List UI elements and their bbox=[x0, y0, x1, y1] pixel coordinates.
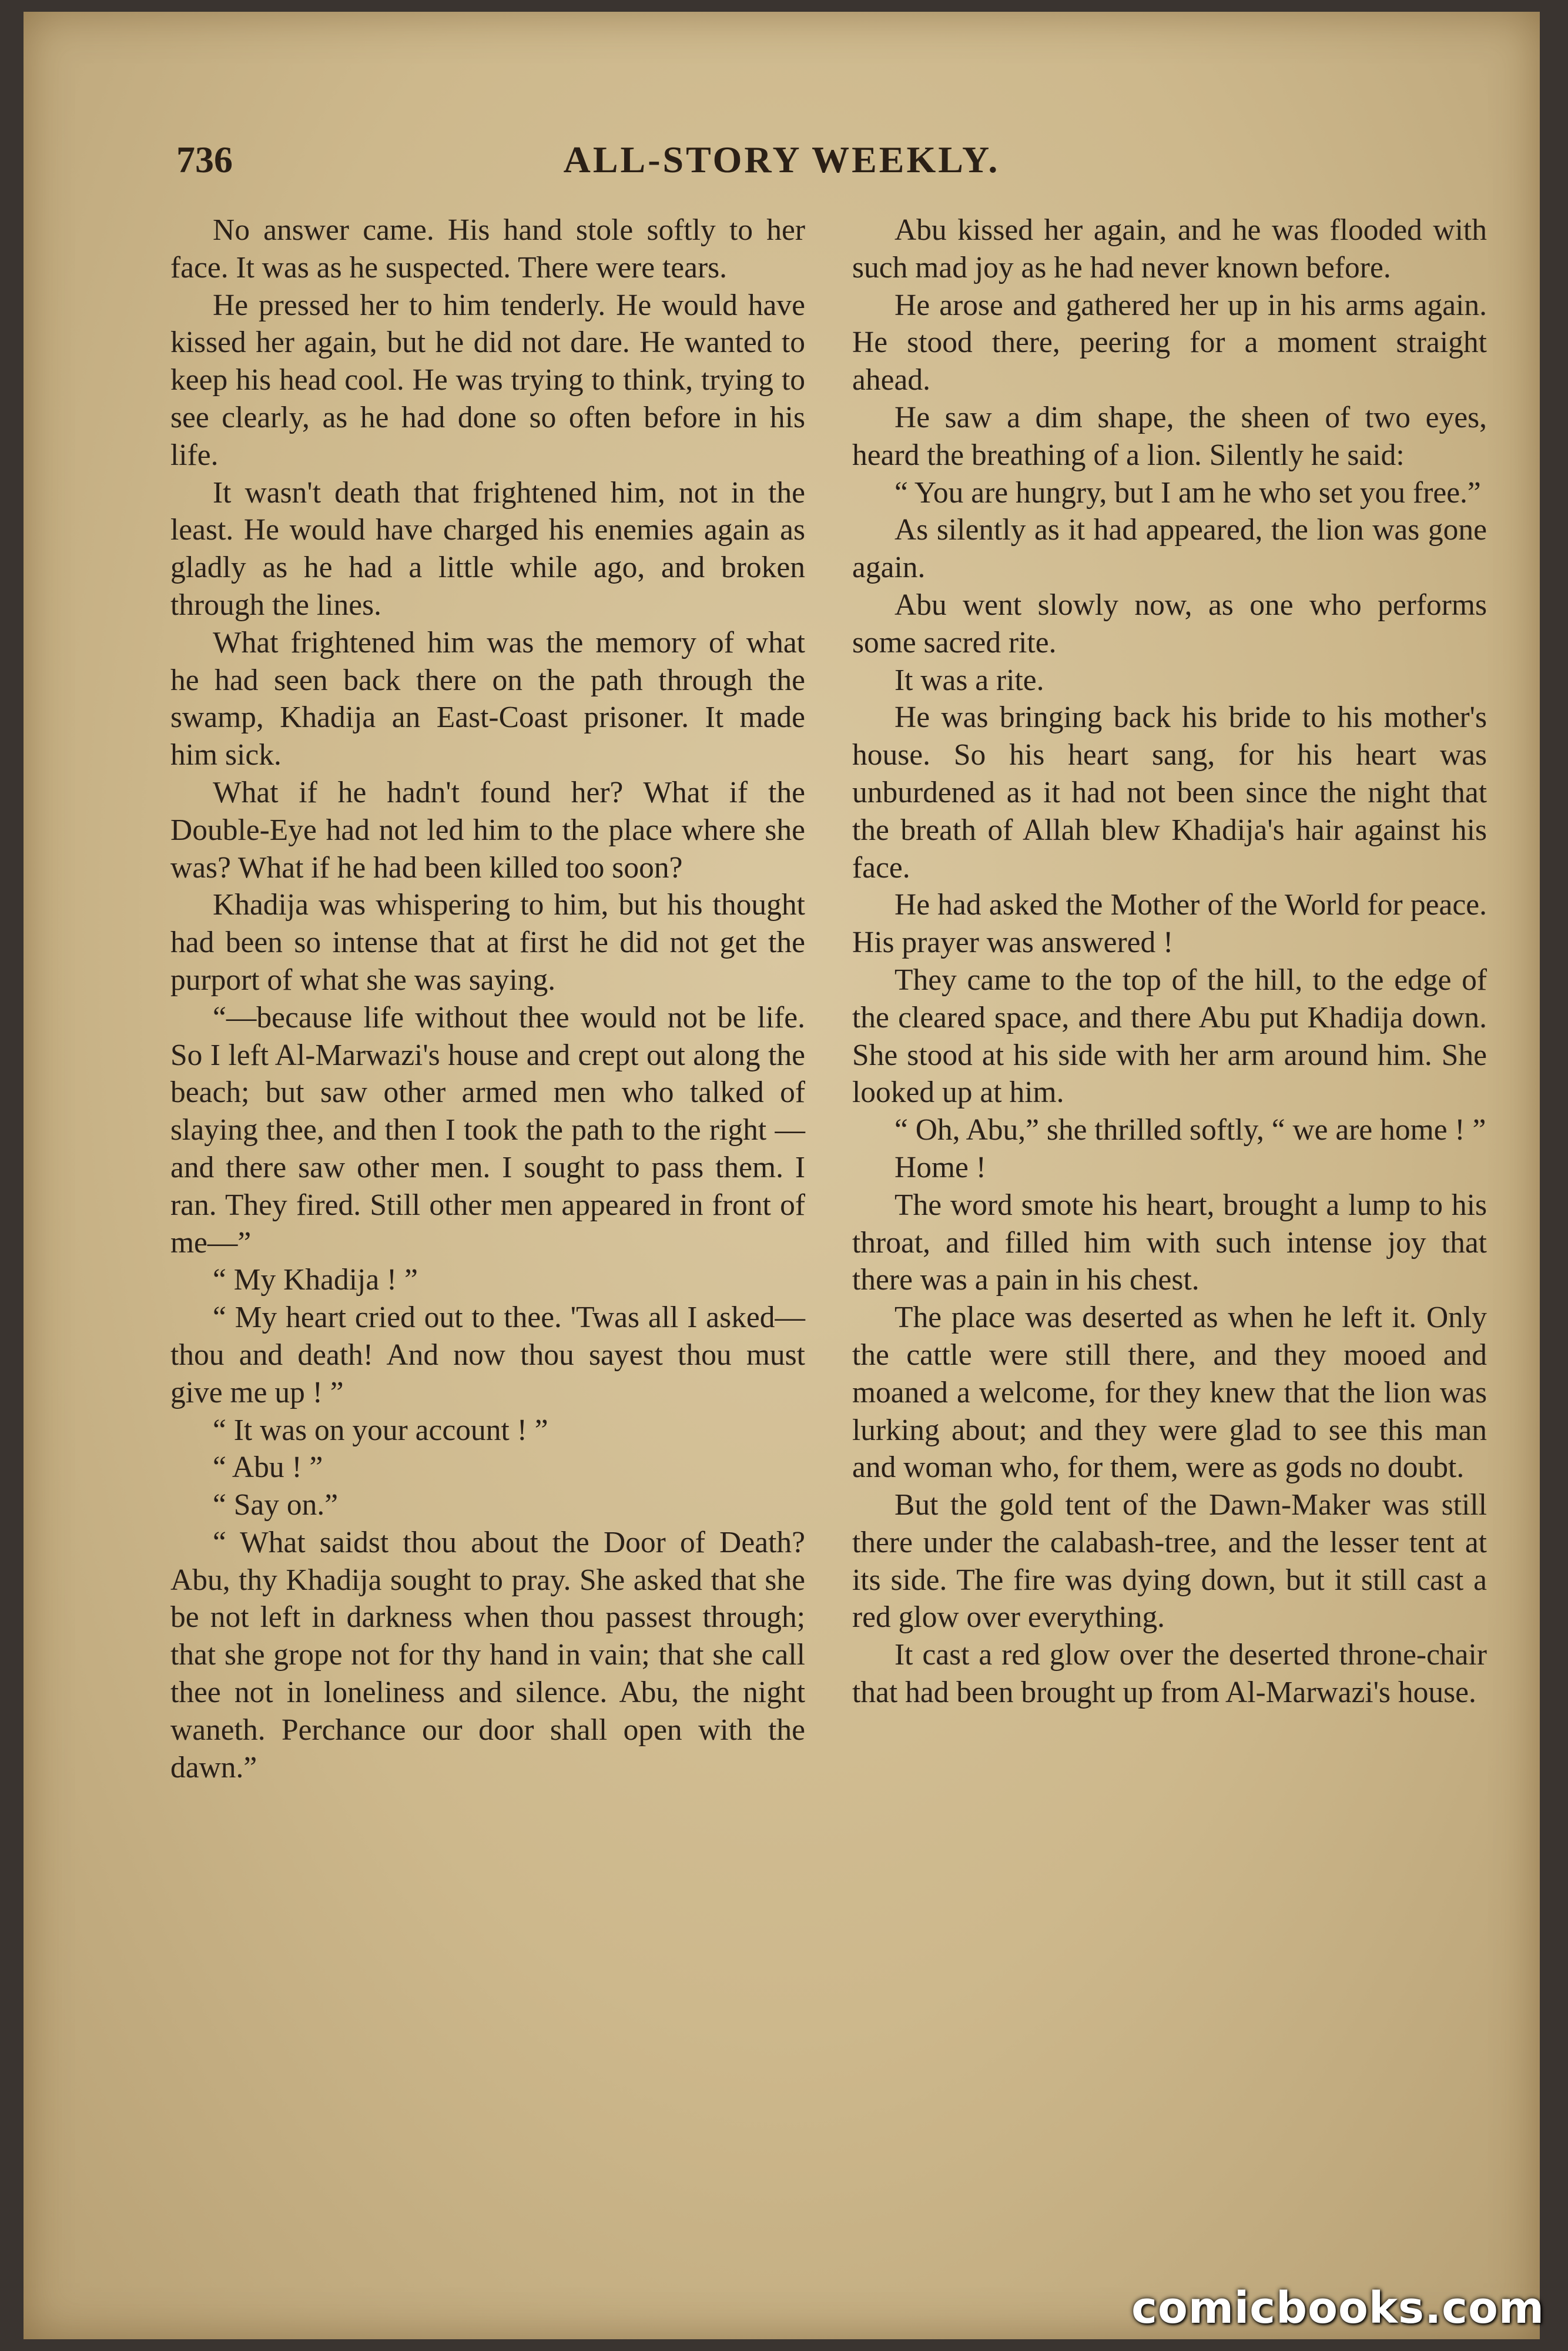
paragraph: “ It was on your account ! ” bbox=[213, 1413, 548, 1447]
paragraph: “—because life without thee would not be life. So I left Al-Marwazi's house and crept out along the beach; but saw other armed men who talked of slaying thee, and then I took the path to the right — and there saw other men. I sought to pass them. I ran. They fired. Still other men appeared in front of me—” bbox=[170, 1000, 805, 1260]
paragraph: The place was deserted as when he left it. Only the cattle were still there, and they mooed and moaned a welcome, for they knew that the lion was lurking about; and they were glad to see this man and woman who, for them, were as gods no doubt. bbox=[852, 1301, 1487, 1485]
paragraph: It was a rite. bbox=[894, 663, 1044, 697]
paragraph: Khadija was whispering to him, but his thought had been so intense that at first he did not get the purport of what she was saying. bbox=[170, 888, 805, 997]
paragraph: Abu went slowly now, as one who performs some sacred rite. bbox=[852, 588, 1487, 659]
paragraph: Abu kissed her again, and he was flooded with such mad joy as he had never known before. bbox=[852, 213, 1487, 284]
paragraph: He had asked the Mother of the World for peace. His prayer was answered ! bbox=[852, 888, 1487, 960]
watermark: comicbooks.com bbox=[1131, 2283, 1544, 2333]
paragraph: It cast a red glow over the deserted throne-chair that had been brought up from Al-Marwazi's house. bbox=[852, 1638, 1487, 1710]
paragraph: “ You are hungry, but I am he who set you free.” bbox=[894, 475, 1481, 510]
right-column bbox=[852, 212, 1487, 1712]
page-header bbox=[24, 138, 1540, 191]
left-column bbox=[170, 212, 805, 1786]
paragraph: He pressed her to him tenderly. He would have kissed her again, but he did not dare. He wanted to keep his head cool. He was trying to think, trying to see clearly, as he had done so often before in his life. bbox=[170, 288, 805, 472]
paragraph: The word smote his heart, brought a lump to his throat, and filled him with such intense joy that there was a pain in his chest. bbox=[852, 1188, 1487, 1297]
paragraph: “ My heart cried out to thee. 'Twas all I asked—thou and death! And now thou sayest thou must give me up ! ” bbox=[170, 1301, 805, 1409]
page-number: 736 bbox=[176, 139, 233, 180]
paragraph: He was bringing back his bride to his mother's house. So his heart sang, for his heart was unburdened as it had not been since the night that the breath of Allah blew Khadija's hair against his face. bbox=[852, 701, 1487, 885]
paragraph: He saw a dim shape, the sheen of two eyes, heard the breathing of a lion. Silently he said: bbox=[852, 400, 1487, 472]
paragraph: “ What saidst thou about the Door of Death? Abu, thy Khadija sought to pray. She asked that she be not left in darkness when thou passest through; that she grope not for thy hand in vain; that she call thee not in loneliness and silence. Abu, the night waneth. Perchance our door shall open with the dawn.” bbox=[170, 1525, 805, 1784]
paragraph: “ My Khadija ! ” bbox=[213, 1263, 418, 1297]
paragraph: But the gold tent of the Dawn-Maker was still there under the calabash-tree, and the lesser tent at its side. The fire was dying down, but it still cast a red glow over everything. bbox=[852, 1488, 1487, 1635]
paragraph: What frightened him was the memory of what he had seen back there on the path through the swamp, Khadija an East-Coast prisoner. It made him sick. bbox=[170, 625, 805, 772]
paragraph: “ Oh, Abu,” she thrilled softly, “ we are home ! ” bbox=[894, 1113, 1486, 1147]
paragraph: They came to the top of the hill, to the edge of the cleared space, and there Abu put Khadija down. She stood at his side with her arm around him. She looked up at him. bbox=[852, 963, 1487, 1110]
paragraph: What if he hadn't found her? What if the Double-Eye had not led him to the place where she was? What if he had been killed too soon? bbox=[170, 775, 805, 885]
paragraph: As silently as it had appeared, the lion was gone again. bbox=[852, 513, 1487, 585]
paragraph: “ Say on.” bbox=[213, 1488, 339, 1522]
magazine-page bbox=[24, 12, 1540, 2339]
paragraph: “ Abu ! ” bbox=[213, 1451, 323, 1485]
paragraph: No answer came. His hand stole softly to her face. It was as he suspected. There were tears. bbox=[170, 213, 805, 284]
paragraph: It wasn't death that frightened him, not in the least. He would have charged his enemies again as gladly as he had a little while ago, and broken through the lines. bbox=[170, 475, 805, 622]
running-title: ALL-STORY WEEKLY. bbox=[563, 139, 1000, 180]
paragraph: Home ! bbox=[894, 1150, 986, 1184]
paragraph: He arose and gathered her up in his arms again. He stood there, peering for a moment straight ahead. bbox=[852, 288, 1487, 397]
